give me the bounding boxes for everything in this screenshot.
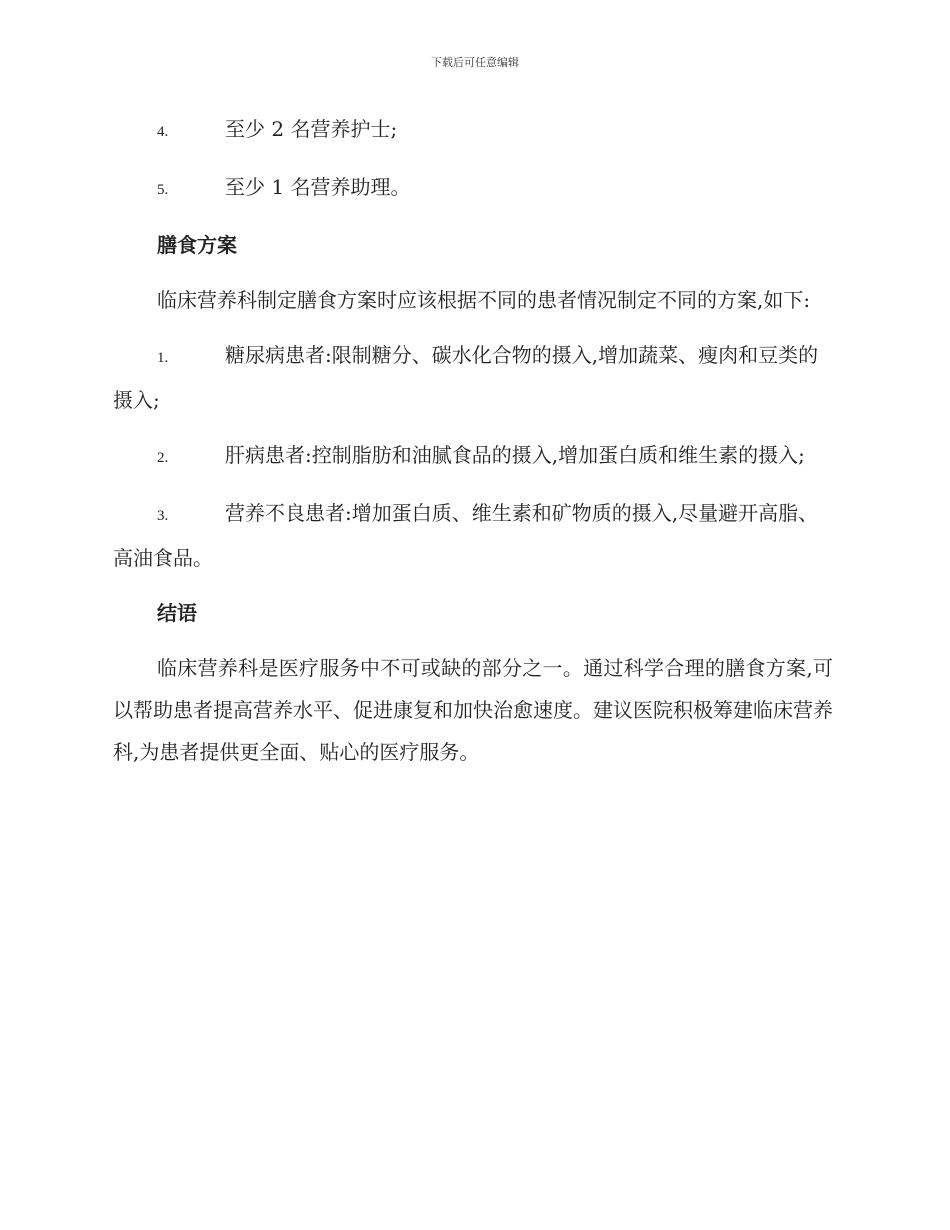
- list-item: [113, 492, 833, 579]
- list-item-text: 糖尿病患者:限制糖分、碳水化合物的摄入,增加蔬菜、瘦肉和豆类的摄入;: [113, 343, 819, 412]
- list-item-number: 4.: [157, 124, 169, 140]
- list-item-number: 5.: [157, 182, 169, 198]
- list-item-text: 至少 1 名营养助理。: [225, 175, 411, 199]
- conclusion-paragraph: 临床营养科是医疗服务中不可或缺的部分之一。通过科学合理的膳食方案,可以帮助患者提高营养水平、促进康复和加快治愈速度。建议医院积极筹建临床营养科,为患者提供更全面、贴心的医疗服务。: [113, 656, 833, 764]
- list-item: [113, 434, 833, 479]
- list-item-number: 2.: [157, 450, 169, 466]
- page-header: 下载后可任意编辑: [431, 56, 519, 69]
- section-heading-conclusion: 结语: [157, 601, 197, 625]
- list-item: [113, 166, 833, 211]
- section-heading-diet: 膳食方案: [157, 233, 237, 257]
- list-item-text: 至少 2 名营养护士;: [225, 117, 398, 141]
- diet-intro-paragraph: 临床营养科制定膳食方案时应该根据不同的患者情况制定不同的方案,如下:: [157, 288, 811, 312]
- list-item-number: 1.: [157, 350, 169, 366]
- list-item-number: 3.: [157, 508, 169, 524]
- document-body: [113, 108, 833, 786]
- list-item: [113, 334, 833, 421]
- list-item-text: 肝病患者:控制脂肪和油腻食品的摄入,增加蛋白质和维生素的摄入;: [225, 443, 805, 467]
- list-item: [113, 108, 833, 153]
- list-item-text: 营养不良患者:增加蛋白质、维生素和矿物质的摄入,尽量避开高脂、高油食品。: [113, 501, 819, 570]
